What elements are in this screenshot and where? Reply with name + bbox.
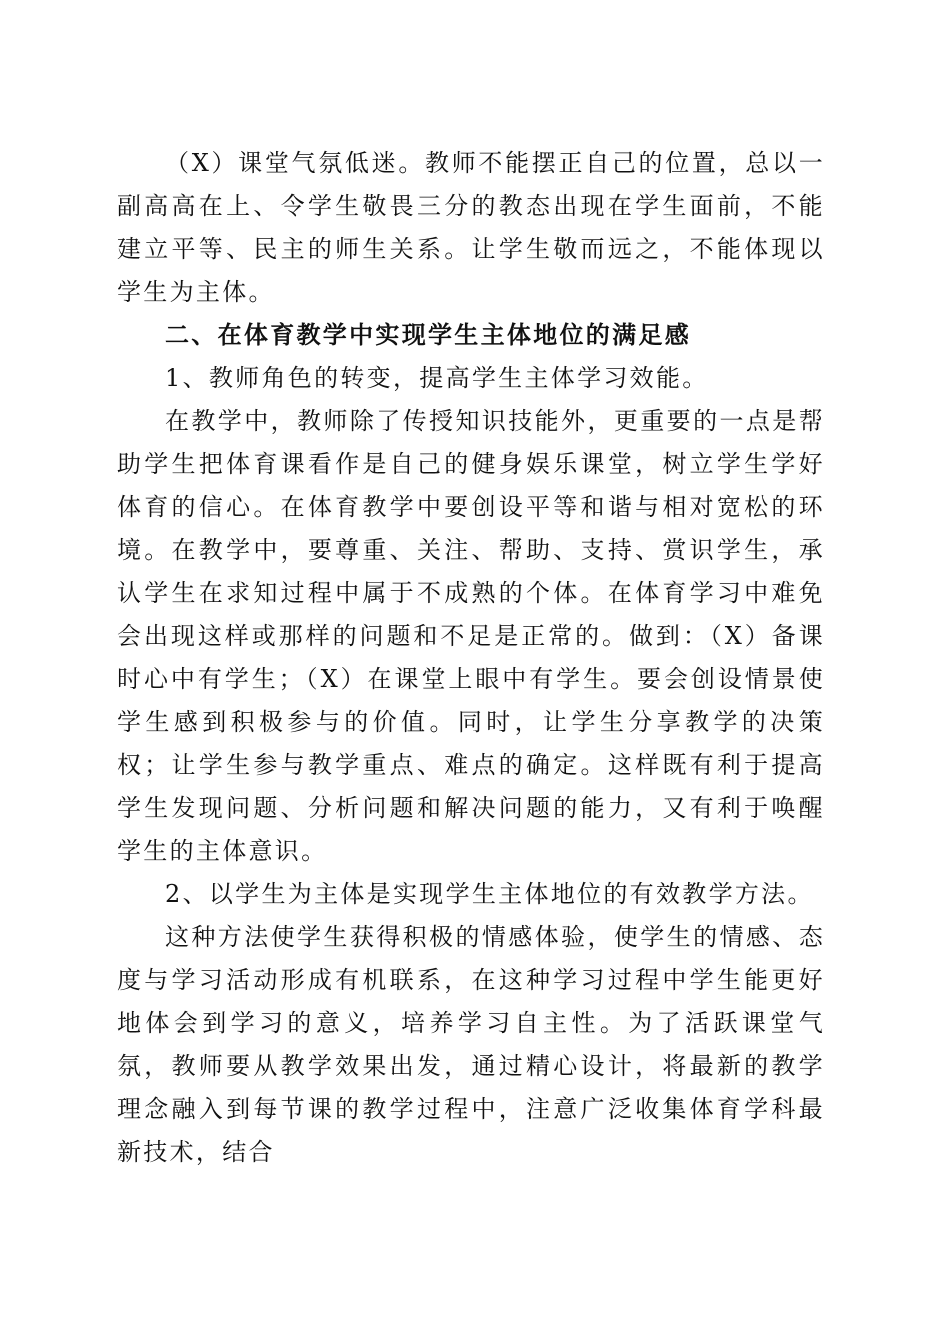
- section-heading-two: 二、在体育教学中实现学生主体地位的满足感: [165, 321, 691, 349]
- paragraph-teacher-role-body: 在教学中，教师除了传授知识技能外，更重要的一点是帮助学生把体育课看作是自己的健身娱乐课堂，树立学生学好体育的信心。在体育教学中要创设平等和谐与相对宽松的环境。在教学中，要尊重、关注、帮助、支持、赏识学生，承认学生在求知过程中属于不成熟的个体。在体育学习中难免会出现这样或那样的问题和不足是正常的。做到：（X）备课时心中有学生；（X）在课堂上眼中有学生。要会创设情景使学生感到积极参与的价值。同时，让学生分享教学的决策权；让学生参与教学重点、难点的确定。这样既有利于提高学生发现问题、分析问题和解决问题的能力，又有利于唤醒学生的主体意识。: [117, 407, 825, 865]
- document-body: [117, 142, 825, 1174]
- subheading-student-centered: 2、以学生为主体是实现学生主体地位的有效教学方法。: [165, 880, 814, 908]
- paragraph-student-centered-body: 这种方法使学生获得积极的情感体验，使学生的情感、态度与学习活动形成有机联系，在这种学习过程中学生能更好地体会到学习的意义，培养学习自主性。为了活跃课堂气氛，教师要从教学效果出发，通过精心设计，将最新的教学理念融入到每节课的教学过程中，注意广泛收集体育学科最新技术，结合: [117, 923, 825, 1166]
- paragraph-classroom-atmosphere: （X）课堂气氛低迷。教师不能摆正自己的位置，总以一副高高在上、令学生敬畏三分的教态出现在学生面前，不能建立平等、民主的师生关系。让学生敬而远之，不能体现以学生为主体。: [117, 149, 825, 306]
- subheading-teacher-role: 1、教师角色的转变，提高学生主体学习效能。: [165, 364, 709, 392]
